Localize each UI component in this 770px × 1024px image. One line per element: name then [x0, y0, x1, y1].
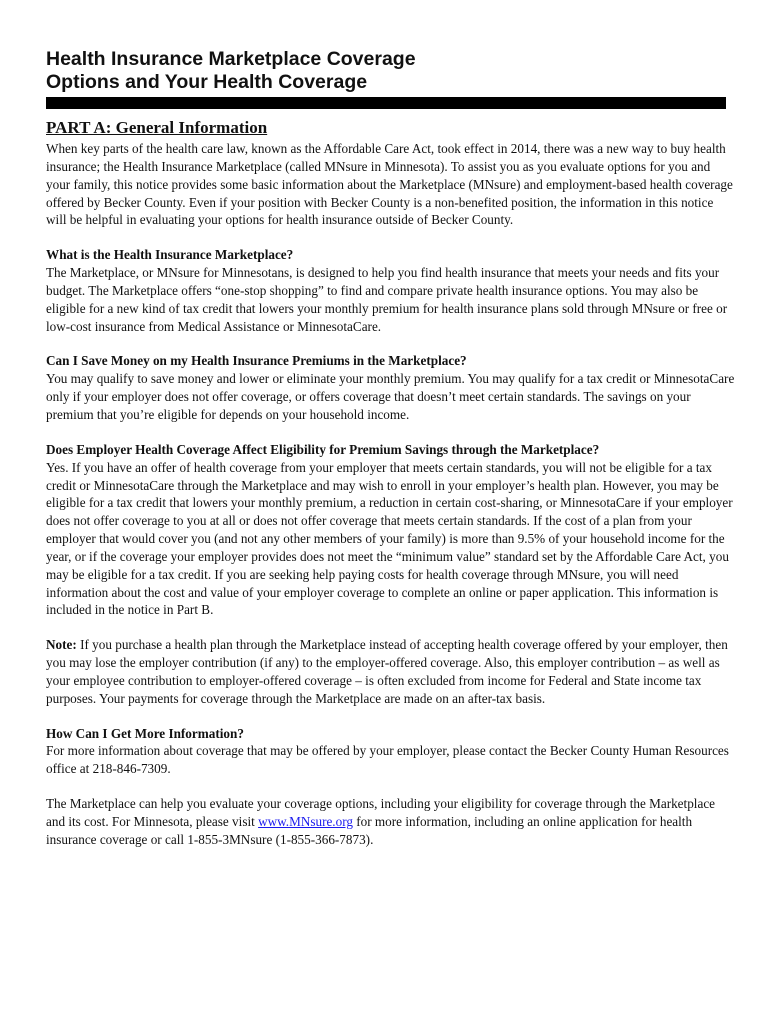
part-a-heading: PART A: General Information	[46, 118, 268, 137]
document-title	[46, 48, 726, 94]
title-line-2: Options and Your Health Coverage	[46, 71, 368, 93]
section-more-info	[46, 725, 736, 779]
closing-text-before: The Marketplace can help you evaluate your coverage options, including your eligibility for coverage through the Marketplace and its cost. For Minnesota, please visit	[46, 796, 716, 829]
section-text: For more information about coverage that may be offered by your employer, please contact the Becker County Human Resources office at 218-846-7309.	[46, 743, 729, 777]
closing-text-after: for more information, including an online application for health insurance coverage or call 1-855-3MNsure (1-855-366-7873).	[46, 814, 693, 847]
section-heading: How Can I Get More Information?	[46, 725, 244, 741]
document-body	[46, 117, 736, 849]
section-employer-coverage	[46, 441, 736, 619]
section-marketplace	[46, 246, 736, 335]
note-label: Note:	[46, 637, 77, 653]
part-a-intro: When key parts of the health care law, known as the Affordable Care Act, took effect in 2014, there was a new way to buy health insurance; the Health Insurance Marketplace (called MNsure in Minnesota). To assist you as you evaluate options for you and your family, this notice provides some basic information about the Marketplace (MNsure) and employment-based health coverage offered by Becker County. Even if your position with Becker County is a non-benefited position, the information in this notice will be helpful in evaluating your options for health insurance outside of Becker County.	[46, 141, 733, 228]
section-heading: Does Employer Health Coverage Affect Eligibility for Premium Savings through the Marketplace?	[46, 441, 600, 457]
note-text: If you purchase a health plan through the Marketplace instead of accepting health coverage offered by your employer, then you may lose the employer contribution (if any) to the employer-offered coverage. Also, this employer contribution – as well as your employee contribution to employer-offered coverage – is often excluded from income for Federal and State income tax purposes. Your payments for coverage through the Marketplace are made on an after-tax basis.	[46, 637, 728, 706]
section-closing	[46, 795, 736, 849]
section-heading: Can I Save Money on my Health Insurance Premiums in the Marketplace?	[46, 353, 467, 369]
title-line-1: Health Insurance Marketplace Coverage	[46, 48, 416, 70]
section-text: The Marketplace, or MNsure for Minnesotans, is designed to help you find health insurance that meets your needs and fits your budget. The Marketplace offers “one-stop shopping” to find and compare private health insurance options. You may also be eligible for a new kind of tax credit that lowers your monthly premium for health insurance plans sold through MNsure or free or low-cost insurance from Medical Assistance or MinnesotaCare.	[46, 265, 728, 334]
mnsure-link[interactable]: www.MNsure.org	[258, 814, 353, 829]
section-note	[46, 636, 736, 707]
section-text: You may qualify to save money and lower or eliminate your monthly premium. You may qualify for a tax credit or MinnesotaCare only if your employer does not offer coverage, or offers coverage that doesn’t meet certain standards. The savings on your premium that you’re eligible for depends on your household income.	[46, 371, 735, 422]
section-text: Yes. If you have an offer of health coverage from your employer that meets certain standards, you will not be eligible for a tax credit or MinnesotaCare through the Marketplace and may wish to enroll in your employer’s health plan. However, you may be eligible for a tax credit that lowers your monthly premium, a reduction in certain cost-sharing, or MinnesotaCare if your employer does not offer coverage to you at all or does not offer coverage that meets certain standards. If the cost of a plan from your employer that would cover you (and not any other members of your family) is more than 9.5% of your household income for the year, or if the coverage your employer provides does not meet the “minimum value” standard set by the Affordable Care Act, you may be eligible for a tax credit. If you are seeking help paying costs for health coverage through MNsure, you will need information about the cost and value of your employer coverage to complete an online or paper application. This information is included in the notice in Part B.	[46, 459, 733, 618]
section-save-money	[46, 352, 736, 423]
title-rule	[46, 97, 726, 109]
section-heading: What is the Health Insurance Marketplace?	[46, 247, 294, 263]
